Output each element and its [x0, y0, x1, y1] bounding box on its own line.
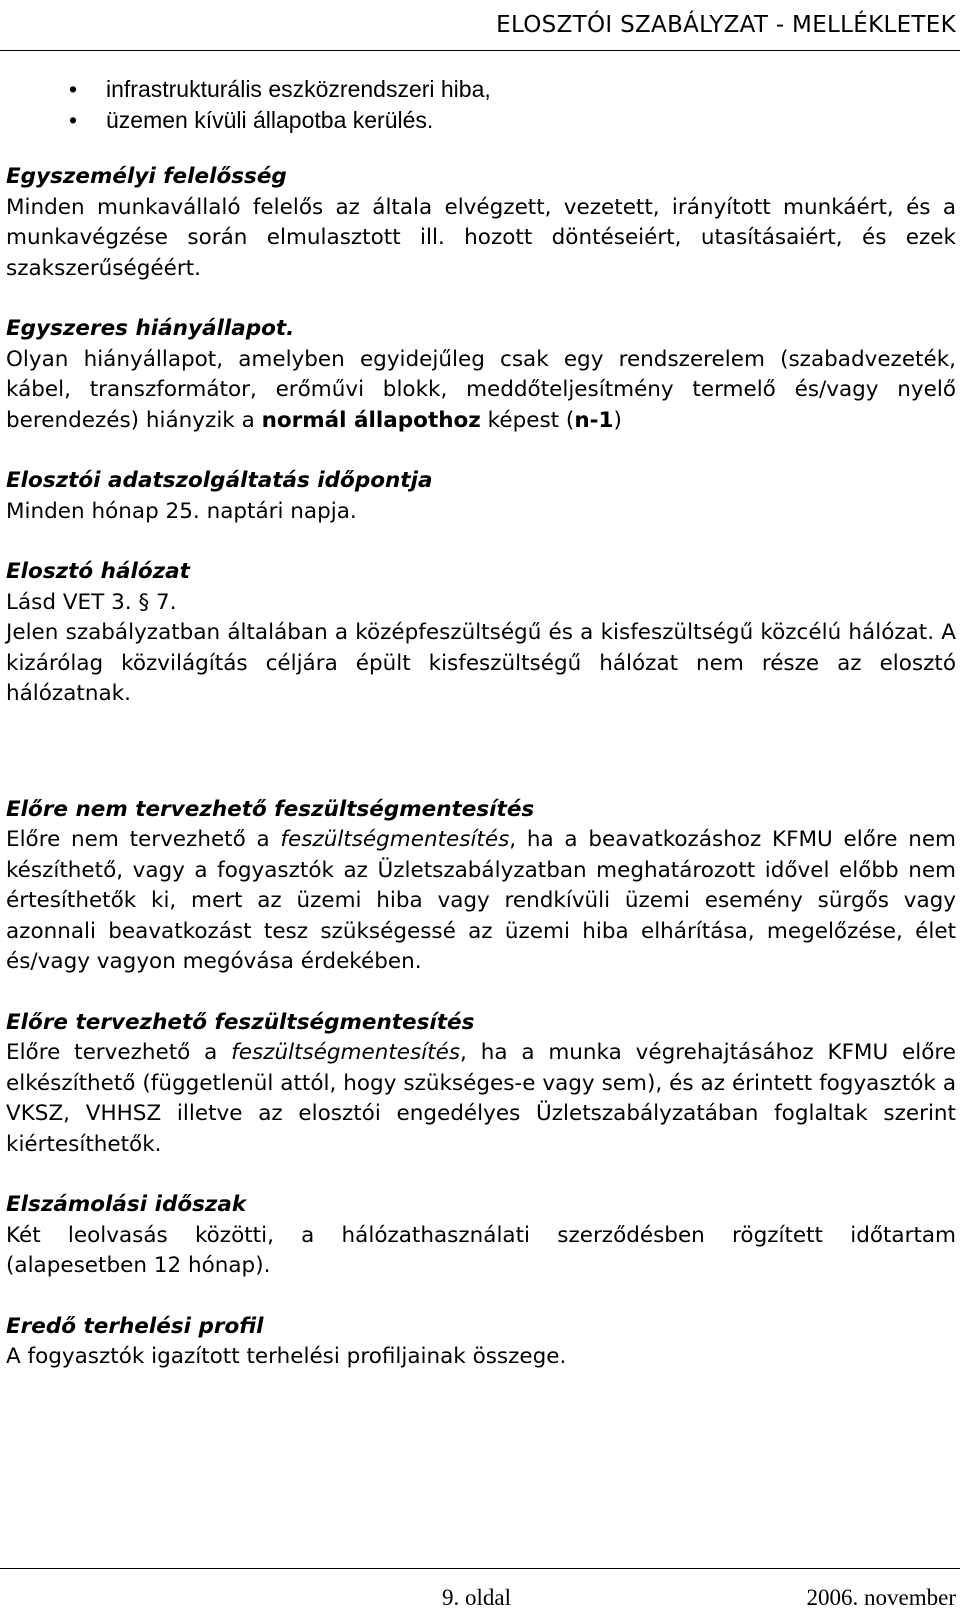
section-egyszeres-hianyallapot	[6, 314, 956, 436]
term-heading: Egyszeres hiányállapot.	[6, 316, 295, 341]
page-header	[0, 0, 960, 51]
bold-term: normál állapothoz	[261, 407, 481, 433]
bullet-list	[6, 74, 956, 135]
section-elore-nem-tervezheto	[6, 795, 956, 978]
bold-term: n-1	[574, 407, 614, 433]
list-item: • üzemen kívüli állapotba kerülés.	[6, 105, 956, 136]
section-eloszto-halozat	[6, 557, 956, 710]
document-date: 2006. november	[806, 1585, 956, 1610]
definition-text: Előre nem tervezhető a feszültségmentesítés, ha a beavatkozáshoz KFMU előre nem készíthető, vagy a fogyasztók az Üzletszabályzatban meghatározott idővel előbb nem értesíthetők ki, mert az üzemi hiba vagy rendkívüli üzemi esemény sürgős vagy azonnali beavatkozást tesz szükségessé az üzemi hiba elhárítása, megelőzése, élet és/vagy vagyon megóvása érdekében.	[6, 827, 956, 974]
definition-text: Minden munkavállaló felelős az általa elvégzett, vezetett, irányított munkáért, és a munkavégzése során elmulasztott ill. hozott döntéseiért, utasításaiért, és ezek szakszerűségéért.	[6, 194, 956, 281]
term-heading: Előre nem tervezhető feszültségmentesítés	[6, 796, 535, 822]
section-elszamolasi-idoszak	[6, 1190, 956, 1282]
definition-text: Olyan hiányállapot, amelyben egyidejűleg csak egy rendszerelem (szabadvezeték, kábel, transzformátor, erőművi blokk, meddőteljesítmény termelő és/vagy nyelő berendezés) hiányzik a normál állapothoz képest (n-1)	[6, 346, 956, 433]
definition-text: A fogyasztók igazított terhelési profiljainak összege.	[6, 1344, 567, 1369]
definition-text: Két leolvasás közötti, a hálózathasználati szerződésben rögzített időtartam (alapesetben 12 hónap).	[6, 1222, 956, 1278]
definition-text: Előre tervezhető a feszültségmentesítés, ha a munka végrehajtásához KFMU előre elkészíthető (függetlenül attól, hogy szükséges-e vagy sem), és az érintett fogyasztók a VKSZ, VHHSZ illetve az elosztói engedélyes Üzletszabályzatában foglaltak szerint kiértesíthetők.	[6, 1040, 957, 1157]
term-heading: Egyszemélyi felelősség	[6, 164, 287, 189]
page-content	[6, 74, 956, 1373]
bullet-icon: •	[69, 106, 78, 133]
definition-text: Jelen szabályzatban általában a középfeszültségű és a kisfeszültségű közcélú hálózat. A kizárólag közvilágítás céljára épült kisfeszültségű hálózat nem része az elosztó hálózatnak.	[6, 620, 956, 706]
italic-term: feszültségmentesítés	[231, 1040, 461, 1065]
italic-term: feszültségmentesítés	[280, 827, 510, 852]
bullet-icon: •	[69, 76, 78, 102]
definition-text: Minden hónap 25. naptári napja.	[6, 498, 357, 524]
term-heading: Elszámolási időszak	[6, 1192, 247, 1217]
term-heading: Elosztói adatszolgáltatás időpontja	[6, 468, 433, 493]
definition-text: Lásd VET 3. § 7.	[6, 589, 177, 615]
section-elore-tervezheto	[6, 1008, 956, 1161]
page-number: 9. oldal	[442, 1585, 511, 1610]
section-adatszolgaltatas	[6, 466, 956, 527]
term-heading: Eredő terhelési profil	[6, 1313, 264, 1339]
document-title: ELOSZTÓI SZABÁLYZAT - MELLÉKLETEK	[496, 12, 956, 38]
term-heading: Elosztó hálózat	[6, 559, 190, 584]
term-heading: Előre tervezhető feszültségmentesítés	[6, 1009, 475, 1035]
page-footer	[0, 1568, 960, 1623]
section-eredo-terhelesi-profil	[6, 1312, 956, 1373]
list-item: • infrastrukturális eszközrendszeri hiba,	[6, 74, 956, 105]
section-egyszemelyi-felelosseg	[6, 162, 956, 284]
